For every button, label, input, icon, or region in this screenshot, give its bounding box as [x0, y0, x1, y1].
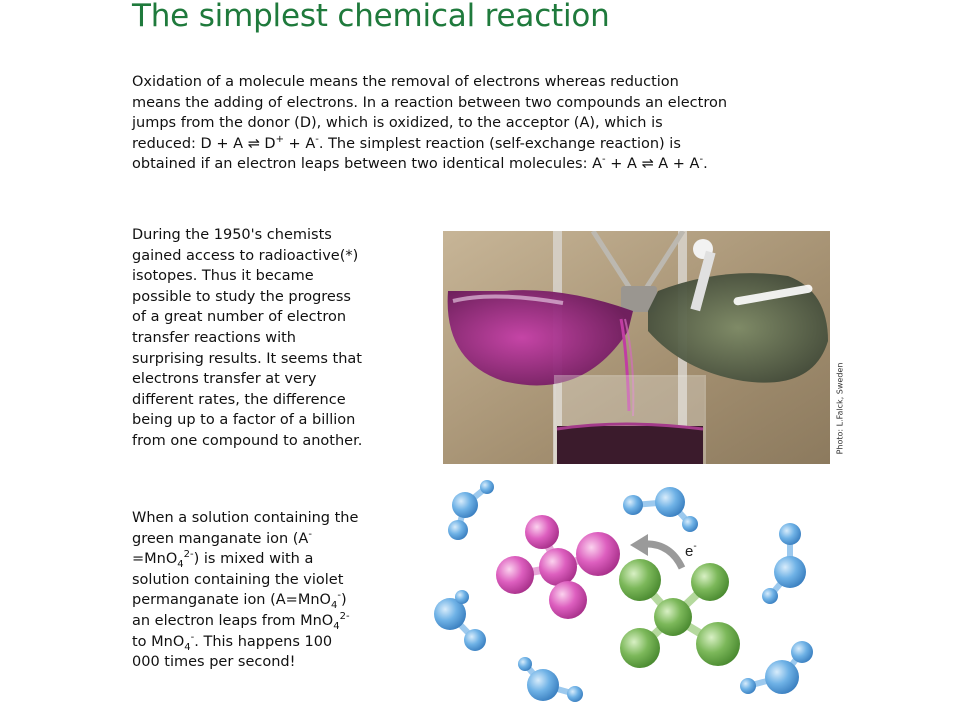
- text-fragment: reduced: D + A: [132, 135, 248, 152]
- text-fragment: =MnO: [132, 551, 178, 568]
- manganate-line: [132, 611, 432, 632]
- history-line: being up to a factor of a billion: [132, 412, 356, 429]
- manganate-line: [132, 632, 432, 653]
- equilibrium-arrow: ⇌: [641, 156, 654, 173]
- superscript: -: [315, 133, 319, 145]
- subscript: 4: [184, 641, 191, 653]
- water-molecule: [434, 590, 486, 651]
- electron-label: e-: [685, 541, 697, 560]
- superscript: 2-: [339, 611, 350, 623]
- history-line: surprising results. It seems that: [132, 350, 362, 367]
- intro-line: Oxidation of a molecule means the removal of electrons whereas reduction: [132, 74, 679, 90]
- water-molecule: [740, 641, 813, 694]
- history-line: gained access to radioactive(*): [132, 247, 359, 264]
- water-molecule: [448, 480, 494, 540]
- text-fragment: obtained if an electron leaps between two identical molecules: A: [132, 156, 602, 173]
- water-molecule: [762, 523, 806, 604]
- subscript: 4: [333, 620, 340, 632]
- text-fragment: ): [340, 592, 347, 609]
- photo-credit-text: Photo: L.Falck, Sweden: [835, 362, 845, 455]
- history-line: isotopes. Thus it became: [132, 268, 314, 285]
- intro-line: jumps from the donor (D), which is oxidized, to the acceptor (A), which is: [132, 115, 663, 132]
- text-fragment: green manganate ion (A: [132, 530, 309, 547]
- manganate-line: [132, 590, 432, 611]
- history-line: different rates, the difference: [132, 391, 346, 408]
- text-fragment: permanganate ion (A=MnO: [132, 592, 331, 609]
- water-molecule: [518, 657, 583, 702]
- manganate-line: 000 times per second!: [132, 654, 296, 671]
- flask-photo: [443, 231, 830, 464]
- history-line: possible to study the progress: [132, 288, 351, 305]
- intro-line: means the adding of electrons. In a reaction between two compounds an electron: [132, 94, 728, 111]
- text-fragment: . The simplest reaction (self-exchange reaction) is: [318, 135, 681, 152]
- manganate-ion: [619, 559, 740, 668]
- superscript: -: [601, 154, 606, 166]
- history-line: transfer reactions with: [132, 329, 296, 346]
- text-fragment: to MnO: [132, 633, 185, 650]
- superscript: -: [699, 154, 704, 166]
- manganate-line: When a solution containing the: [132, 510, 359, 526]
- photo-credit: [820, 352, 850, 466]
- intro-paragraph: [132, 72, 892, 175]
- subscript: 4: [330, 600, 338, 612]
- manganate-paragraph: [132, 508, 432, 673]
- flask-photo-illustration: [443, 231, 830, 464]
- history-line: During the 1950's chemists: [132, 227, 332, 243]
- electron-arrowhead-icon: [630, 534, 648, 556]
- manganate-line: [132, 529, 432, 550]
- text-fragment: . This happens 100: [194, 633, 333, 650]
- intro-line-equation-1: [132, 134, 892, 155]
- history-line: from one compound to another.: [132, 432, 363, 449]
- manganate-line: [132, 549, 432, 570]
- electron-transfer-diagram: [420, 472, 840, 712]
- text-fragment: + A: [605, 156, 642, 173]
- text-fragment: A + A: [653, 156, 700, 173]
- superscript: -: [308, 528, 312, 540]
- text-fragment: + A: [283, 135, 316, 152]
- intro-line-equation-2: [132, 154, 892, 175]
- equilibrium-arrow: ⇌: [247, 135, 260, 152]
- history-paragraph: [132, 225, 432, 452]
- superscript: +: [275, 133, 284, 145]
- manganate-line: solution containing the violet: [132, 571, 344, 588]
- text-fragment: D: [259, 135, 276, 152]
- water-molecule: [623, 487, 698, 532]
- superscript: 2-: [183, 549, 194, 561]
- history-line: electrons transfer at very: [132, 371, 317, 388]
- text-fragment: an electron leaps from MnO: [132, 612, 334, 629]
- text-fragment: .: [703, 156, 708, 173]
- superscript: -: [337, 590, 341, 602]
- text-fragment: ) is mixed with a: [193, 551, 314, 568]
- superscript: -: [190, 631, 195, 643]
- page-title: The simplest chemical reaction: [132, 0, 610, 34]
- molecule-illustration: [420, 472, 840, 712]
- history-line: of a great number of electron: [132, 309, 347, 326]
- subscript: 4: [177, 559, 184, 571]
- permanganate-ion: [496, 515, 620, 619]
